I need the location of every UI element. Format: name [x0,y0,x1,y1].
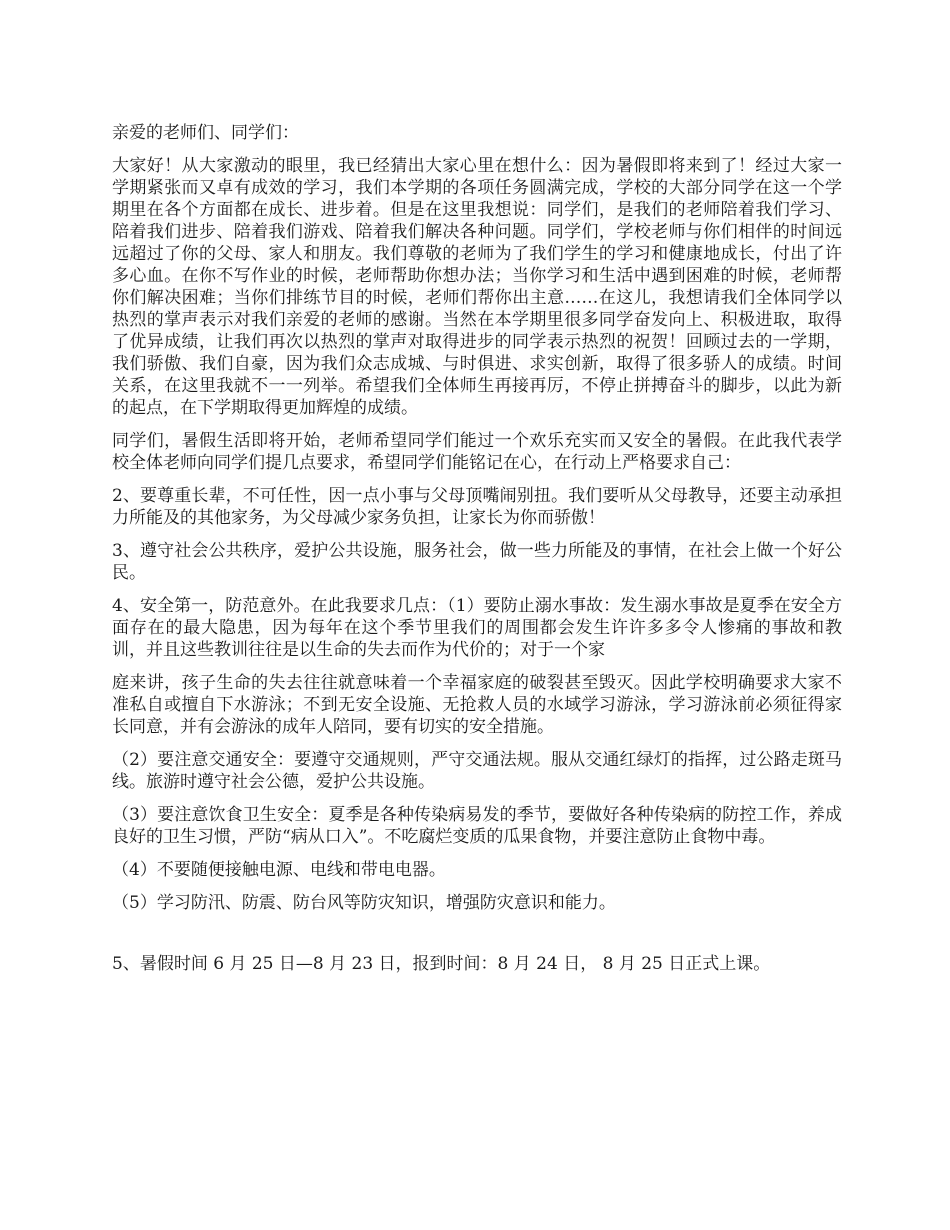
salutation: 亲爱的老师们、同学们： [112,123,299,143]
paragraph-food-safety: （3）要注意饮食卫生安全：夏季是各种传染病易发的季节，要做好各种传染病的防控工作，养成良好的卫生习惯，严防“病从口入”。不吃腐烂变质的瓜果食物，并要注意防止食物中毒。 [112,805,842,847]
paragraph-item-5-schedule: 5、暑假时间 6 月 25 日—8 月 23 日，报到时间：8 月 24 日， 8 月 25 日正式上课。 [112,954,771,974]
paragraph-disaster-prevention: （5）学习防汛、防震、防台风等防灾知识，增强防灾意识和能力。 [112,893,616,913]
paragraph-opening: 大家好！从大家激动的眼里，我已经猜出大家心里在想什么：因为暑假即将来到了！经过大家一学期紧张而又卓有成效的学习，我们本学期的各项任务圆满完成，学校的大部分同学在这一个学期里在各个方面都在成长、进步着。但是在这里我想说：同学们，是我们的老师陪着我们学习、陪着我们进步、陪着我们游戏、陪着我们解决各种问题。同学们，学校老师与你们相伴的时间远远超过了你的父母、家人和朋友。我们尊敬的老师为了我们学生的学习和健康地成长，付出了许多心血。在你不写作业的时候，老师帮助你想办法；当你学习和生活中遇到困难的时候，老师帮你们解决困难；当你们排练节目的时候，老师们帮你出主意……在这儿，我想请我们全体同学以热烈的掌声表示对我们亲爱的老师的感谢。当然在本学期里很多同学奋发向上、积极进取，取得了优异成绩，让我们再次以热烈的掌声对取得进步的同学表示热烈的祝贺！回顾过去的一学期，我们骄傲、我们自豪，因为我们众志成城、与时俱进、求实创新，取得了很多骄人的成绩。时间关系，在这里我就不一一列举。希望我们全体师生再接再厉，不停止拼搏奋斗的脚步，以此为新的起点，在下学期取得更加辉煌的成绩。 [112,156,842,418]
paragraph-summer-intro: 同学们，暑假生活即将开始，老师希望同学们能过一个欢乐充实而又安全的暑假。在此我代表学校全体老师向同学们提几点要求，希望同学们能铭记在心，在行动上严格要求自己： [112,431,842,473]
document-page [112,122,842,986]
paragraph-electric-safety: （4）不要随便接触电源、电线和带电电器。 [112,860,446,880]
paragraph-item-4-continued: 庭来讲，孩子生命的失去往往就意味着一个幸福家庭的破裂甚至毁灭。因此学校明确要求大家不准私自或擅自下水游泳；不到无安全设施、无抢救人员的水域学习游泳，学习游泳前必须征得家长同意，并有会游泳的成年人陪同，要有切实的安全措施。 [112,673,842,737]
paragraph-traffic-safety: （2）要注意交通安全：要遵守交通规则，严守交通法规。服从交通红绿灯的指挥，过公路走斑马线。旅游时遵守社会公德，爱护公共设施。 [112,750,842,792]
paragraph-item-4: 4、安全第一，防范意外。在此我要求几点：（1）要防止溺水事故：发生溺水事故是夏季在安全方面存在的最大隐患，因为每年在这个季节里我们的周围都会发生许许多多令人惨痛的事故和教训，并且这些教训往往是以生命的失去而作为代价的；对于一个家 [112,596,842,660]
paragraph-item-3: 3、遵守社会公共秩序，爱护公共设施，服务社会，做一些力所能及的事情，在社会上做一个好公民。 [112,541,842,583]
paragraph-item-2: 2、要尊重长辈，不可任性，因一点小事与父母顶嘴闹别扭。我们要听从父母教导，还要主动承担力所能及的其他家务，为父母减少家务负担，让家长为你而骄傲！ [112,486,842,528]
